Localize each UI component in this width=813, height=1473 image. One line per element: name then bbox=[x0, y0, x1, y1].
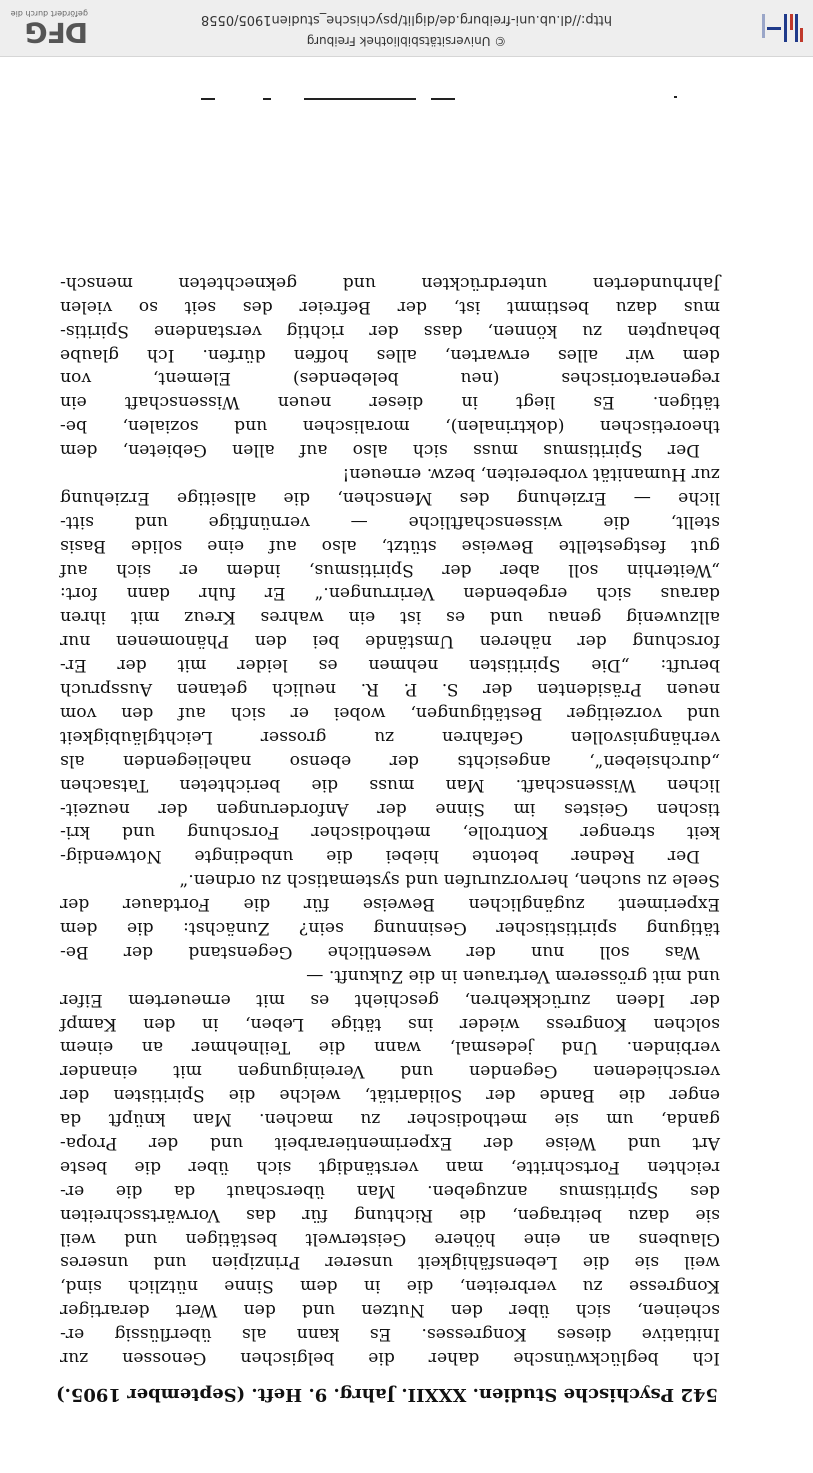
text-line: Jahrhunderten unterdrückten und geknechteten mensch- bbox=[60, 272, 720, 293]
body-text bbox=[60, 270, 720, 1369]
scan-artifact bbox=[263, 98, 271, 100]
scan-artifact bbox=[674, 96, 677, 98]
text-line: stellt, die wissenschaftliche — vernünftige und sitt- bbox=[60, 511, 720, 532]
text-line: theoretischen (doktrinalen), moralischen und sozialen, be- bbox=[60, 416, 720, 437]
scan-artifact bbox=[431, 98, 455, 100]
source-url-link[interactable]: http://dl.ub.uni-freiburg.de/diglit/psychische_studien1905/0558 bbox=[200, 12, 613, 27]
text-line: und mit grösserem Vertrauen in die Zukunft. — bbox=[306, 965, 720, 986]
text-line: neuen Präsidenten der S. P. R. neulich getanen Ausspruch bbox=[60, 679, 720, 700]
text-line: regeneratorisches (neu belebendes) Element, von bbox=[60, 368, 720, 389]
text-line: reichten Fortschritte, man verständigt sich über die beste bbox=[60, 1156, 720, 1177]
text-line: scheinen, sich über den Nutzen und den Wert derartiger bbox=[60, 1300, 720, 1321]
dfg-subtitle: gefördert durch die bbox=[10, 9, 88, 18]
text-line: Der Redner betonte hiebei die unbedingte Notwendig- bbox=[60, 846, 700, 867]
text-line: daraus sich ergebenden Verirrungen.“ Er fuhr dann fort: bbox=[60, 583, 720, 604]
text-line: allzuwenig genau und es ist ein wahres Kreuz mit ihren bbox=[60, 607, 720, 628]
text-line: dem wir alles erwarten, alles hoffen dürfen. Ich glaube bbox=[60, 344, 720, 365]
text-line: enger die Bande der Solidarität, welche die Spiritisten der bbox=[60, 1085, 720, 1106]
text-line: keit strenger Kontrolle, methodischer Forschung und kri- bbox=[60, 822, 720, 843]
text-line: verschiedenen Gegenden und Vereinigungen mit einander bbox=[60, 1061, 720, 1082]
dfg-mark: DFG bbox=[25, 16, 88, 49]
text-line: gut festgestellte Beweise stützt, also auf eine solide Basis bbox=[60, 535, 720, 556]
text-line: zur Humanität vorbereiten, bezw. erneuen! bbox=[342, 464, 720, 485]
text-line: lichen Wissenschaft. Man muss die berichteten Tatsachen bbox=[60, 774, 720, 795]
text-line: weil sie die Lebensfähigkeit unserer Prinzipien und unseres bbox=[60, 1252, 720, 1273]
text-line: Ich beglückwünsche daher die belgischen Genossen zur bbox=[60, 1348, 720, 1368]
text-line: Kongresse zu verbreiten, die in dem Sinne nützlich sind, bbox=[60, 1276, 720, 1297]
text-line: der Ideen zurückkehren, geschieht es mit erneuertem Eifer bbox=[60, 989, 720, 1010]
text-line: behaupten zu können, dass der richtig verstandene Spiritis- bbox=[60, 320, 720, 341]
text-line: Glaubens an eine höhere Geisterwelt bestätigen und weil bbox=[60, 1228, 720, 1249]
text-line: mus dazu bestimmt ist, der Befreier des seit so vielen bbox=[60, 296, 720, 317]
text-line: Experiment zugänglichen Beweise für die Fortdauer der bbox=[60, 894, 720, 915]
text-line: Initiative dieses Kongresses. Es kann als überflüssig er- bbox=[60, 1324, 720, 1345]
text-line: „durchsieben“, angesichts der ebenso naheliegenden als bbox=[60, 750, 720, 771]
text-line: verbinden. Und jedesmal, wann die Teilnehmer an einem bbox=[60, 1037, 720, 1058]
text-line: Was soll nun der wesentliche Gegenstand der Be- bbox=[60, 941, 700, 962]
text-line: Der Spiritismus muss sich also auf allen Gebieten, dem bbox=[60, 440, 700, 461]
dfg-logo bbox=[8, 9, 88, 49]
text-line: tischen Geistes im Sinne der Anforderungen der neuzeit- bbox=[60, 798, 720, 819]
text-line: liche — Erziehung des Menschen, die allseitige Erziehung bbox=[60, 487, 720, 508]
copyright-notice: © Universitätsbibliothek Freiburg bbox=[306, 34, 507, 48]
text-line: Seele zu suchen, hervorzurufen und systematisch zu ordnen.“ bbox=[179, 870, 720, 891]
text-line: forschung der näheren Umstände bei den Phänomenen nur bbox=[60, 631, 720, 652]
text-line: tätigen. Es liegt in dieser neuen Wissenschaft ein bbox=[60, 392, 720, 413]
text-line: des Spiritismus anzugeben. Man überschaut da die er- bbox=[60, 1180, 720, 1201]
viewer-footer bbox=[0, 0, 813, 57]
text-line: und vorzeitiger Bestätigungen, wobei er sich auf den vom bbox=[60, 702, 720, 723]
text-line: „Weiterhin soll aber der Spiritismus, indem er sich auf bbox=[60, 559, 720, 580]
scan-artifact bbox=[304, 98, 416, 100]
text-line: beruft: „Die Spiritisten nehmen es leider mit der Er- bbox=[60, 655, 720, 676]
text-line: solchen Kongress wieder ins tätige Leben, in den Kampf bbox=[60, 1013, 720, 1034]
running-head: 542 Psychische Studien. XXXII. Jahrg. 9. Heft. (September 1905.) bbox=[56, 1384, 718, 1405]
text-line: verhängnisvollen Gefahren zu grosser Leichtgläubigkeit bbox=[60, 726, 720, 747]
text-line: sie dazu beitragen, die Richtung für das Vorwärtsschreiten bbox=[60, 1204, 720, 1225]
text-line: tätigung spiritistischer Gesinnung sein? Zunächst: die dem bbox=[60, 917, 720, 938]
scan-artifact bbox=[201, 98, 215, 100]
text-line: Art und Weise der Experimentierarbeit und der Propa- bbox=[60, 1132, 720, 1153]
text-line: ganda, um sie methodischer zu machen. Man knüpft da bbox=[60, 1109, 720, 1130]
